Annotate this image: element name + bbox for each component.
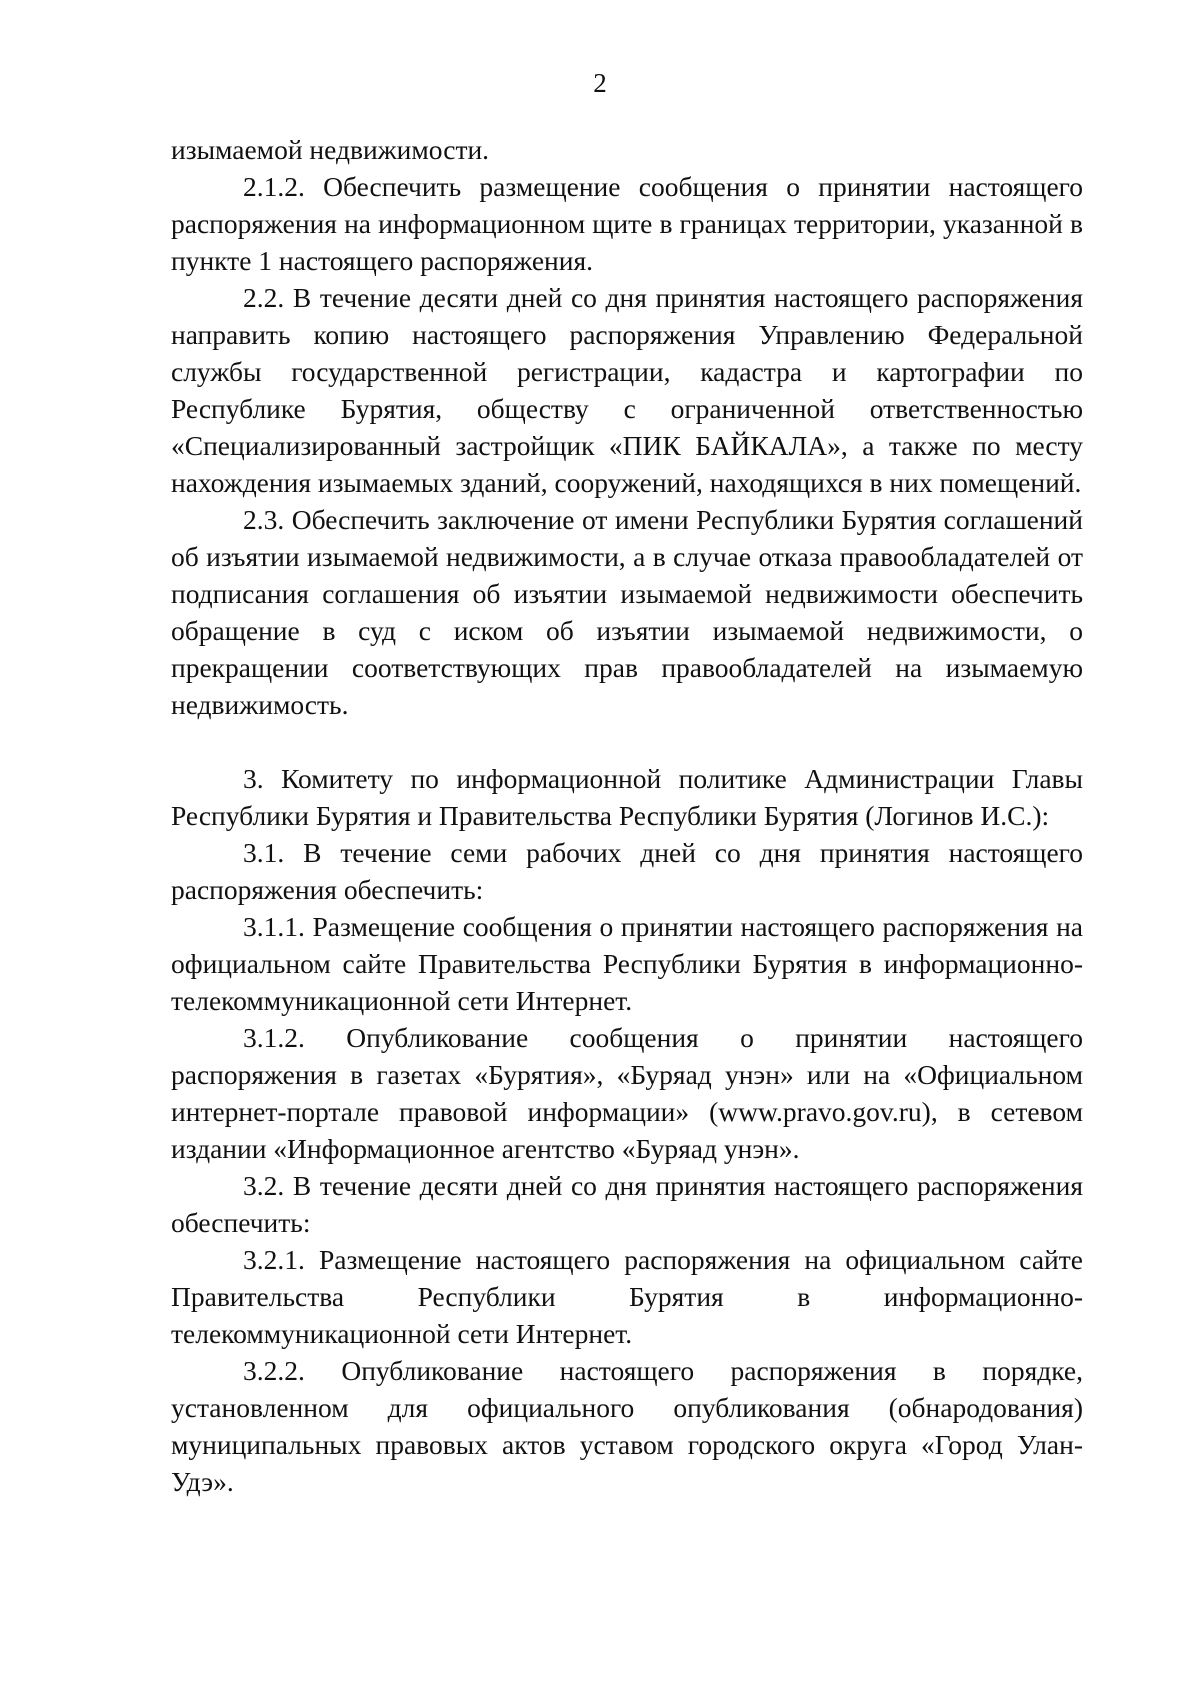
paragraph-2-2: 2.2. В течение десяти дней со дня принятия настоящего распоряжения направить копию настоящего распоряжения Управлению Федеральной службы государственной регистрации, кадастра и картографии по Республике Бурятия, обществу с ограниченной ответственностью «Специализированный застройщик «ПИК БАЙКАЛА», а также по месту нахождения изымаемых зданий, сооружений, находящихся в них помещений. [171,282,1083,498]
paragraph-3: 3. Комитету по информационной политике Администрации Главы Республики Бурятия и Правительства Республики Бурятия (Логинов И.С.): [171,763,1083,831]
paragraph-3-2-1: 3.2.1. Размещение настоящего распоряжения на официальном сайте Правительства Республики Бурятия в информационно-телекоммуникационной сети Интернет. [171,1244,1083,1349]
paragraph-3-2: 3.2. В течение десяти дней со дня принятия настоящего распоряжения обеспечить: [171,1170,1083,1238]
document-body [171,131,1083,1500]
paragraph-2-1-2: 2.1.2. Обеспечить размещение сообщения о принятии настоящего распоряжения на информационном щите в границах территории, указанной в пункте 1 настоящего распоряжения. [171,171,1083,276]
paragraph-3-1-2: 3.1.2. Опубликование сообщения о принятии настоящего распоряжения в газетах «Бурятия», «Буряад унэн» или на «Официальном интернет-портале правовой информации» (www.pravo.gov.ru), в сетевом издании «Информационное агентство «Буряад унэн». [171,1022,1083,1164]
paragraph-gap [171,723,1083,760]
paragraph-3-1-1: 3.1.1. Размещение сообщения о принятии настоящего распоряжения на официальном сайте Правительства Республики Бурятия в информационно-телекоммуникационной сети Интернет. [171,911,1083,1016]
page-number: 2 [593,68,607,98]
paragraph-2-3: 2.3. Обеспечить заключение от имени Республики Бурятия соглашений об изъятии изымаемой недвижимости, а в случае отказа правообладателей от подписания соглашения об изъятии изымаемой недвижимости обеспечить обращение в суд с иском об изъятии изымаемой недвижимости, о прекращении соответствующих прав правообладателей на изымаемую недвижимость. [171,504,1083,720]
paragraph-3-2-2: 3.2.2. Опубликование настоящего распоряжения в порядке, установленном для официального опубликования (обнародования) муниципальных правовых актов уставом городского округа «Город Улан-Удэ». [171,1355,1083,1497]
paragraph-continuation: изымаемой недвижимости. [171,134,490,165]
paragraph-3-1: 3.1. В течение семи рабочих дней со дня принятия настоящего распоряжения обеспечить: [171,837,1083,905]
